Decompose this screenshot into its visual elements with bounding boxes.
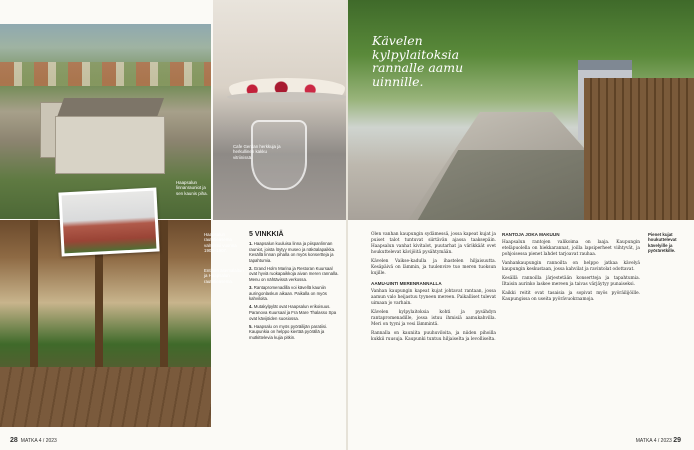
section-heading: AAMU-UINTI MERENRANNALLA [371,281,442,286]
tips-list [249,241,341,343]
hero-title: Kävelen kylpylaitoksia rannalle aamu uinnille. [372,33,464,89]
paragraph: Vanhankaupungin rannoilta on helppo jatkaa kävelyä kaupungin keskustaan, jossa kahvilat ja ravintolat odottavat. [502,261,640,272]
porch-floor [0,367,211,427]
folio-left [10,437,57,444]
article-column-1 [371,232,496,346]
town-rooftops [0,62,211,86]
paragraph: Olen vanhan kaupungin sydämessä, jossa kapeat kujat ja puiset talot tuntuvat siirtävän ajassa taaksepäin. Haapsalun vanhat kivitalot, puutarhat ja värikkäät ovet houkuttelevat kävijöitä pysähtymään. [371,232,496,255]
porch-caption: Entinen asemalaituri ja Haapsalun rautatieasema. [204,268,244,284]
article-column-2 [502,232,640,306]
station-inset-photo [58,187,159,256]
tip-item: 4. Mutakylpylät ovat Haapsalun erikoisuus. Paranova Kuursaal ja Fra Mare Thalasso Spa ovat kävijöiden suosiossa. [249,304,337,321]
tip-item: 2. Grand Holm Marina ja Restoran Kuursaal ovat hyviä ruokapaikkoja aivan meren rannalla. Menu on nähtävissä verkossa. [249,265,339,283]
cake-plate [227,92,347,102]
paragraph: Rannalla on kauniita puuhuviloita, ja niiden pihoilla kukkii ruusuja. Kaupunki tuntuu hiljaiselta ja levolliselta. [371,331,496,342]
cake-caption: Cafe Gerdan herkkuja ja herkullinen kakku vitriinissä. [233,144,281,160]
paragraph: Haapsalun rantojen valikoima on laaja. Kaupungin eteläpuolella on hiekkarannat, joilla lapsiperheet viihtyvät, ja pohjoisessa pienet lahdet tarjoavat rauhaa. [502,240,640,257]
station-building-image [62,191,157,254]
page-number: 29 [673,437,681,444]
paragraph: Vanhan kaupungin kapeat kujat johtavat rantaan, jossa aamun valo heijastuu tyyneen mereen. Paikalliset tulevat uimaan jo varhain. [371,289,496,306]
paragraph: Kaikki reitit ovat tasaisia ja sopivat myös pyöräilijöille. Kaupungissa on useita pyörävuokraamoja. [502,291,640,302]
magazine-issue: MATKA 4 / 2023 [20,438,57,444]
magazine-issue: MATKA 4 / 2023 [635,438,672,444]
wooden-fence [584,78,694,220]
page-number: 28 [10,437,18,444]
tip-item: 5. Haapsalu on myös pyöräilijän paratiisi. Kaupunkia on helppo kiertää pyörällä ja mutkittelevia kujia pitkin. [249,323,328,340]
folio-right [636,437,684,444]
side-caption: Pienet kujat houkuttelevat kävelyille ja pyöräretkille. [648,232,677,254]
tip-item: 1. Haapsalun kuuluisa linna ja piispanlinnan rauniot, joista löytyy museo ja näköalapaikka. Kesällä linnan pihalla on myös konsertteja ja tapahtumia. [249,241,336,263]
paragraph: Kävelen Vaikse-kadulla ja ihastelen hiljaisuutta. Kesäpäivä on lämmin, ja tuulenvire tuo meren tuoksun kujille. [371,259,496,276]
paragraph: Kävelen kylpylaitoksia kohti ja pysähdyn rantapromenadille, jossa istuu ihmisiä aamukahvilla. Meri on tyyni ja vesi lämmintä. [371,310,496,327]
tips-title: 5 VINKKIÄ [249,231,284,238]
inset-caption: Haapsalun rautatieasema valmistui vuonna 1905–1907. [204,232,237,254]
castle-building [55,116,165,174]
paragraph: Kesällä rannoilla järjestetään konsertteja ja tapahtumia. Iltaisin aurinko laskee mereen ja taivas värjäytyy punaiseksi. [502,276,640,287]
aerial-caption: Haapsalun linnanrauniot ja sen kaunis piha. [176,180,208,196]
section-heading: RANTOJA JOKA MAKUUN [502,232,560,237]
cake-cafe-photo [213,0,349,220]
page-gutter [346,0,348,450]
tip-item: 3. Rantapromenadilla voi kävellä kauniin auringonlaskun aikaan. Paikalla on myös kahviloita. [249,285,327,302]
